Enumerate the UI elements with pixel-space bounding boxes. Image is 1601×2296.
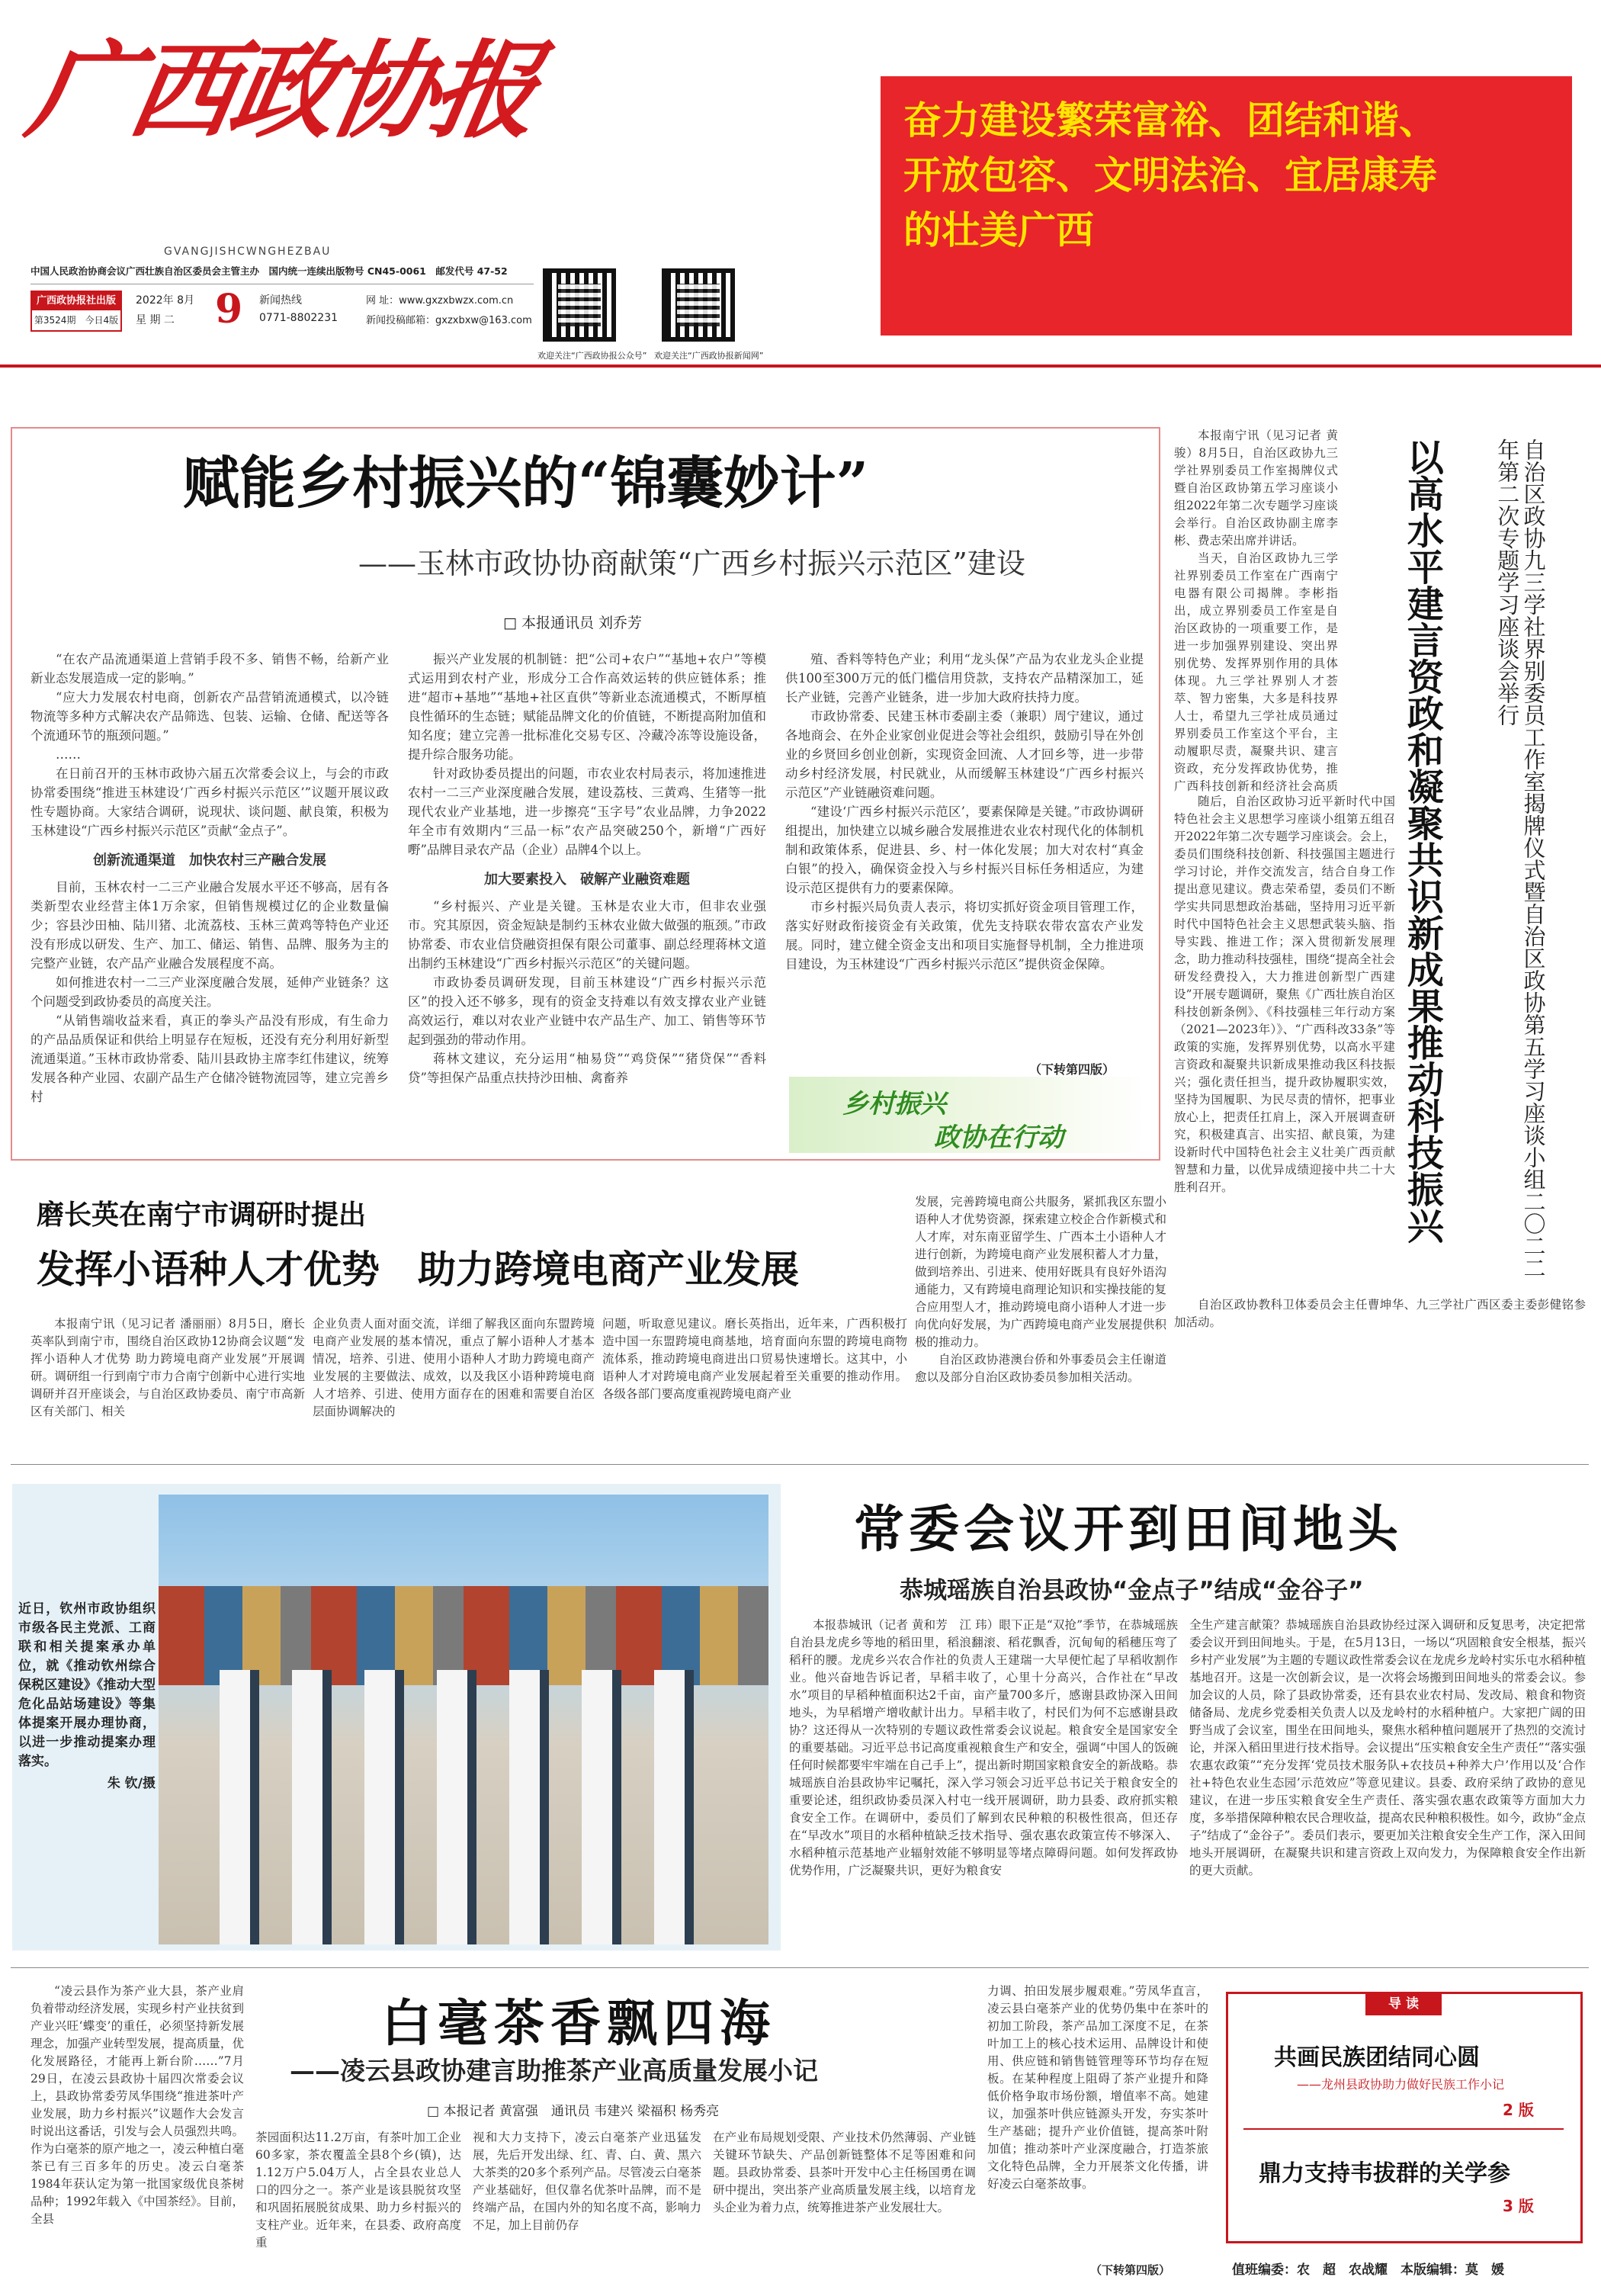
qr-code-icon[interactable] [662,268,735,342]
paragraph: “从销售端收益来看，真正的拳头产品没有形成，有生命力的产品品质保证和供给上明显存在短板，还没有充分利用好新型流通渠道。”玉林市政协常委、陆川县政协主席李红伟建议，统筹发展各种产业园、农副产品生产仓储冷链物流园等，建立完善乡村 [30,1013,389,1104]
paragraph: 在日前召开的玉林市政协六届五次常委会议上，与会的市政协常委围绕“推进玉林建设‘广西乡村振兴示范区’”议题开展议政性专题协商。大家结合调研，说现状、谈问题、献良策，积极为玉林建设“广西乡村振兴示范区”贡献“金点子”。 [30,766,389,838]
lead-title: 赋能乡村振兴的“锦囊妙计” [183,451,869,516]
second-kicker: 磨长英在南宁市调研时提出 [37,1199,367,1231]
masthead-logo-text: 广西政协报 [19,28,545,153]
paragraph: 当天，自治区政协九三学社界别委员工作室在广西南宁电器有限公司揭牌。李彬指出，成立界别委员工作室是自治区政协的一项重要工作，是进一步加强界别建设、突出界别优势、发挥界别作用的具体体现。九三学社界别人才荟萃、智力密集，大多是科技界人士，希望九三学社成员通过界别委员工作室这个平台，主动履职尽责，凝聚共识、建言资政，充分发挥政协优势，推广西科技创新和经济社会高质 [1174,551,1338,793]
paragraph: 随后，自治区政协习近平新时代中国特色社会主义思想学习座谈小组第五组召开2022年第二次专题学习座谈会。会上，委员们围绕科技创新、科技强国主题进行学习讨论，并作交流发言，结合自身工作提出意见建议。费志荣希望，委员们不断学实共同思想政治基础，坚持用习近平新时代中国特色社会主义思想武装头脑、指导实践、推进工作；深入贯彻新发展理念，助力推动科技强桂，围绕“提高全社会研发经费投入，大力推进创新型广西建设”开展专题调研，聚焦《广西壮族自治区科技创新条例》、《科技强桂三年行动方案（2021—2023年）》、“广西科改33条”等政策的实施，发挥界别优势，以高水平建言资政和凝聚共识新成果推动我区科技振兴；强化责任担当，提升政协履职实效，坚持为国履职、为民尽责的情怀，把事业放心上，把责任扛肩上，深入开展调查研究，积极建真言、出实招、献良策，为建设新时代中国特色社会主义壮美广西贡献智慧和力量，以优异成绩迎接中共二十大胜利召开。 [1174,795,1395,1194]
guide-item-1-page[interactable]: 2 版 [1503,2101,1534,2119]
news-photo [159,1495,768,1944]
lead-continued: （下转第四版） [1029,1062,1115,1077]
lead-byline: □ 本报通讯员 刘乔芳 [503,615,643,631]
third-title: 常委会议开到田间地头 [854,1499,1403,1559]
second-col-1 [30,1315,305,1445]
paragraph: 问题，听取意见建议。磨长英指出，近年来，广西积极打造中国一东盟跨境电商基地，培育面向东盟的跨境电商物流体系，推动跨境电商进出口贸易快速增长。这其中，小语种人才对跨境电商产业发展起着至关重要的推动作用。各级各部门要高度重视跨境电商产业 [602,1317,907,1401]
paragraph: “乡村振兴、产业是关键。玉林是农业大市，但非农业强市。究其原因，资金短缺是制约玉林农业做大做强的瓶颈。”市政协常委、市农业信贷融资担保有限公司董事、副总经理蒋林文道出制约玉林建设“广西乡村振兴示范区”的关键问题。 [408,899,766,971]
third-subtitle: 恭城瑶族自治县政协“金点子”结成“金谷子” [900,1577,1364,1604]
guide-item-2-page[interactable]: 3 版 [1503,2197,1534,2215]
paragraph: 针对政协委员提出的问题，市农业农村局表示，将加速推进农村一二三产业深度融合发展，建设荔枝、三黄鸡、生猪等一批现代农业产业基地，进一步擦亮“玉字号”农业品牌，力争2022年全市有效期内“三品一标”农产品突破250个，新增“广西好嘢”品牌目录农产品（企业）品牌4个以上。 [408,766,766,857]
footer-editors: 值班编委：农 超 农战耀 本版编辑：莫 媛 [1232,2262,1504,2278]
rural-revitalization-logo [789,1077,1147,1153]
photo-caption [18,1600,156,1793]
guide-box [1226,1992,1583,2243]
masthead-rule [0,364,1601,368]
right-story-subtitle: 自治区政协九三学社界别委员工作室揭牌仪式暨自治区政协第五学习座谈小组二〇二二年第二次专题学习座谈会举行 [1494,438,1547,1279]
paragraph: 力调、拍田发展步履艰难。”劳凤华直言，凌云县白毫茶产业的优势仍集中在茶叶的初加工阶段，茶产品加工深度不足，在茶叶加工上的核心技术运用、品牌设计和使用、供应链和销售链管理等环节均存在短板。在某种程度上阻碍了茶产业提升和降低价格争取市场份额，增值率不高。她建议，加强茶叶供应链源头开发，夯实茶叶生产基础；提升产业价值链，提高茶叶附加值；推动茶叶产业深度融合，打造茶旅文化特色品牌，全力开展茶文化传播，讲好凌云白毫茶故事。 [987,1984,1208,2191]
logo-line-1: 乡村振兴 [842,1089,946,1119]
masthead-infobar [30,284,534,337]
right-story-text [1174,427,1338,793]
email[interactable]: 新闻投稿邮箱：gxzxbxw@163.com [366,315,532,326]
paragraph: 本报南宁讯（见习记者 黄骏）8月5日，自治区政协九三学社界别委员工作室揭牌仪式暨自治区政协第五学习座谈小组2022年第二次专题学习座谈会举行。自治区政协副主席李彬、费志荣出席并讲话。 [1174,429,1338,548]
paragraph: “在农产品流通渠道上营销手段不多、销售不畅，给新产业新业态发展造成一定的影响。” [30,652,389,686]
issue: 第3524期 今日4版 [34,315,119,326]
lead-col-1 [30,650,389,1153]
second-col-4 [915,1193,1166,1449]
photo-credit: 朱 钦/摄 [107,1776,156,1791]
right-story-text-2 [1174,793,1395,1296]
paragraph: 企业负责人面对面交流，详细了解我区面向东盟跨境电商产业发展的基本情况，重点了解小语种人才基本情况，培养、引进、使用小语种人才助力跨境电商产业发展的主要做法、成效，以及我区小语种跨境电商人才培养、引进、使用方面存在的困难和需要自治区层面协调解决的 [313,1317,595,1418]
paragraph: 本报南宁讯（见习记者 潘丽丽）8月5日，磨长英率队到南宁市，围绕自治区政协12协商会议题“发挥小语种人才优势 助力跨境电商产业发展”开展调研。调研组一行到南宁市力合南宁创新中心进行实地调研并召开座谈会，与自治区政协委员、南宁市高新区有关部门、相关 [30,1317,305,1418]
paragraph: 蒋林文建议，充分运用“柚易贷”“鸡贷保”“猪贷保”“香料贷”等担保产品重点扶持沙田柚、禽畜养 [408,1052,766,1085]
slogan-line: 开放包容、文明法治、宜居康寿 [903,153,1437,197]
guide-divider [1243,2128,1564,2130]
right-story-text-3 [1174,1296,1586,1350]
paragraph: “建设‘广西乡村振兴示范区’，要素保障是关键。”市政协调研组提出，加快建立以城乡融合发展推进农业农村现代化的体制机制和政策体系，促进县、乡、村一体化发展；加大对农村“真金白银”的投入，确保资金投入与乡村振兴目标任务相适应，为建设示范区提供有力的要素保障。 [785,804,1144,895]
lead-col-3 [785,650,1144,1054]
second-col-3 [602,1315,907,1445]
paragraph: …… [56,747,81,762]
qr2-caption: 欢迎关注“广西政协报新闻网” [654,351,764,361]
qr-code-icon[interactable] [543,268,616,342]
right-story-title: 以高水平建言资政和凝聚共识新成果推动科技振兴 [1400,438,1444,1244]
paragraph: 目前，玉林农村一二三产业融合发展水平还不够高，居有各类新型农业经营主体1万余家，但销售规模过亿的企业数量偏少；容县沙田柚、陆川猪、北流荔枝、玉林三黄鸡等特色产业还没有形成以研发、生产、加工、储运、销售、品牌、服务为主的完整产业链，农产品产业融合发展程度不高。 [30,880,389,971]
paragraph: 全生产建言献策？恭城瑶族自治县政协经过深入调研和反复思考，决定把常委会议开到田间地头。于是，在5月13日，一场以“巩固粮食安全根基，振兴乡村产业发展”为主题的专题议政性常委会议在龙虎乡龙岭村实乐屯水稻种植基地召开。这是一次创新会议，是一次将会场搬到田间地头的常委会议。参加会议的人员，除了县政协常委，还有县农业农村局、发改局、粮食和物资储备局、龙虎乡党委相关负责人以及龙岭村的水稻种植户。大家把广阔的田野当成了会议室，围坐在田间地头，聚焦水稻种植问题展开了热烈的交流讨论，并深入稻田里进行技术指导。会议提出“压实粮食安全生产责任”“落实强农惠农政策”“充分发挥‘党员技术服务队+农技员+种养大户’作用以及‘合作社+特色农业生态园’示范效应”等意见建议。县委、政府采纳了政协的意见建议，在进一步压实粮食安全生产责任、落实强农惠农政策等方面加大力度，多举措保障种粮农民合理收益，提高农民种粮积极性。如今，政协“金点子”结成了“金谷子”。委员们表示，要更加关注粮食安全生产工作，深入田间地头开展调研，在凝聚共识和建言资政上双向发力，为保障粮食安全作出新的更大贡献。 [1189,1618,1586,1877]
second-col-2 [313,1315,595,1445]
fourth-byline: □ 本报记者 黄富强 通讯员 韦建兴 梁福积 杨秀亮 [427,2104,720,2119]
paragraph: 市政协常委、民建玉林市委副主委（兼职）周宁建议，通过各地商会、在外企业家创业促进会等社会组织，鼓励引导在外创业的乡贤回乡创业创新，实现资金回流、人才回乡等，进一步带动乡村经济发展，村民就业，从而缓解玉林建设“广西乡村振兴示范区”产业链融资难问题。 [785,709,1144,800]
paragraph: 如何推进农村一二三产业深度融合发展，延伸产业链条？这个问题受到政协委员的高度关注。 [30,975,389,1009]
paragraph: 殖、香料等特色产业；利用“龙头保”产品为农业龙头企业提供100至300万元的低门槛信用贷款，支持农产品精深加工，延长产业链，完善产业链条，进一步加大政府扶持力度。 [785,652,1144,705]
fourth-col-1 [255,2129,461,2278]
paragraph: 市政协委员调研发现，目前玉林建设“广西乡村振兴示范区”的投入还不够多，现有的资金支持难以有效支撑农业产业链高效运行，难以对农业产业链中农产品生产、加工、销售等环节起到强劲的带动作用。 [408,975,766,1047]
slogan-line: 奋力建设繁荣富裕、团结和谐、 [903,98,1437,143]
weekday: 星 期 二 [136,314,175,326]
third-col-1 [789,1617,1178,1952]
paragraph: 市乡村振兴局负责人表示，将切实抓好资金项目管理工作，落实好财政衔接资金有关政策，优先支持联农带农富农产业发展。同时，建立健全资金支出和项目实施督导机制，全力推进项目建设，为玉林建设“广西乡村振兴示范区”提供资金保障。 [785,900,1144,971]
hotline: 0771-8802231 [259,312,338,324]
paragraph: 振兴产业发展的机制链：把“公司+农户”“基地+农户”等模式运用到农村产业，形成分工合作高效运转的供应链体系；推进“超市+基地”“基地+社区直供”等新业态流通模式，不断厚植良性循环的生态链；赋能品牌文化的价值链，不断提高附加值和知名度；建立完善一批标准化交易专区、冷藏冷冻等设施设备，提升综合服务功能。 [408,652,766,762]
people-group [204,1670,723,1944]
day: 9 [215,286,243,332]
masthead-pinyin: GVANGJISHCWNGHEZBAU [164,246,332,258]
fourth-col-3 [713,2129,976,2278]
photo-caption-text: 近日，钦州市政协组织市级各民主党派、工商联和相关提案承办单位，就《推动钦州综合保税区建设》《推动大型危化品站场建设》等集体提案开展办理协商，以进一步推动提案办理落实。 [18,1601,156,1769]
second-title: 发挥小语种人才优势 助力跨境电商产业发展 [37,1247,799,1292]
publisher: 广西政协报社出版 [32,292,120,310]
guide-item-2[interactable]: 鼎力支持韦拔群的关学参 [1259,2160,1510,2187]
guide-label: 导 读 [1365,1993,1442,2015]
hotline-label: 新闻热线 [259,294,302,307]
website[interactable]: 网 址：www.gxzxbwzx.com.cn [366,295,514,307]
paragraph: 茶园面积达11.2万亩，有茶叶加工企业60多家，茶农覆盖全县8个乡(镇)，达1.12万户5.04万人，占全县农业总人口的四分之一。茶产业是该县脱贫攻坚和巩固拓展脱贫成果、助力乡村振兴的支柱产业。近年来，在县委、政府高度重 [255,2131,461,2249]
section-heading: 加大要素投入 破解产业融资难题 [484,872,690,888]
fourth-title: 白毫茶香飘四海 [381,1993,776,2053]
third-col-2 [1189,1617,1586,1952]
divider [11,1967,1589,1968]
paragraph: 发展，完善跨境电商公共服务，紧抓我区东盟小语种人才优势资源，探索建立校企合作新模式和人才库，对东南亚留学生、广西本土小语种人才进行创新，为跨境电商产业发展积蓄人才力量，做到培养出、引进来、使用好既具有良好外语沟通能力，又有跨境电商理论知识和实操技能的复合应用型人才，推动跨境电商小语种人才进一步向优向好发展，为广西跨境电商产业发展提供积极的推动力。 [915,1195,1166,1349]
fourth-subtitle: ——凌云县政协建言助推茶产业高质量发展小记 [290,2056,818,2086]
paragraph: 在产业布局规划受限、产业技术仍然薄弱、产业链关键环节缺失、产品创新链整体不足等困难和问题。县政协常委、县茶叶开发中心主任杨国勇在调研中提出，突出茶产业高质量发展主线，以培育龙头企业为着力点，统筹推进茶产业发展壮大。 [713,2131,976,2214]
paragraph: 视和大力支持下，凌云白毫茶产业迅猛发展，先后开发出绿、红、青、白、黄、黑六大茶类的20多个系列产品。尽管凌云白毫茶产业基础好，但仅靠名优茶叶品牌，而不是终端产品，在国内外的知名度不高，影响力不足，加上目前仍存 [473,2131,701,2232]
slogan-line: 的壮美广西 [903,208,1094,252]
masthead-sponsor: 中国人民政治协商会议广西壮族自治区委员会主管主办 国内统一连续出版物号 CN45-0061 邮发代号 47-52 [30,265,508,277]
fourth-left [30,1983,244,2276]
paragraph: 自治区政协港澳台侨和外事委员会主任谢道愈以及部分自治区政协委员参加相关活动。 [915,1353,1166,1384]
paragraph: “应大力发展农村电商，创新农产品营销流通模式，以冷链物流等多种方式解决农产品筛选、包装、运输、仓储、配送等各个流通环节的瓶颈问题。” [30,690,389,743]
fourth-col-4 [987,1983,1208,2261]
date-label: 2022年 8月 [136,294,194,307]
qr1-caption: 欢迎关注“广西政协报公众号” [537,351,647,361]
masthead-logo [19,11,545,186]
lead-subtitle: ——玉林市政协协商献策“广西乡村振兴示范区”建设 [358,547,1025,580]
guide-item-1[interactable]: 共画民族团结同心圆 [1274,2044,1480,2071]
paragraph: 自治区政协教科卫体委员会主任曹坤华、九三学社广西区委主委彭健铭参加活动。 [1174,1298,1586,1329]
paragraph: “凌云县作为茶产业大县，茶产业肩负着带动经济发展，实现乡村产业扶贫到产业兴旺‘蝶变’的重任，必须坚持新发展理念，加强产业转型发展，提高质量，优化发展路径，才能再上新台阶……”7月29日，在凌云县政协十届四次常委会议上，县政协常委劳凤华围绕“推进茶叶产业发展，助力乡村振兴”议题作大会发言时说出这番话，引发与会人员强烈共鸣。作为白毫茶的原产地之一，凌云种植白毫茶已有三百多年的历史。凌云白毫茶1984年获认定为第一批国家级优良茶树品种；1992年载入《中国茶经》。目前，全县 [30,1984,244,2226]
logo-line-2: 政协在行动 [934,1122,1064,1153]
publisher-box [30,291,122,332]
slogan-banner [881,76,1572,336]
lead-col-2 [408,650,766,1153]
fourth-continued: （下转第四版） [1090,2263,1171,2277]
fourth-col-2 [473,2129,701,2278]
divider [11,1464,1589,1465]
section-heading: 创新流通渠道 加快农村三产融合发展 [93,853,326,869]
paragraph: 本报恭城讯（记者 黄和芳 江 玮）眼下正是“双抢”季节，在恭城瑶族自治县龙虎乡等地的稻田里，稻浪翻滚、稻花飘香，沉甸甸的稻穗压弯了稻秆的腰。龙虎乡兴农合作社的负责人王建瑞一大早便忙起了早稻收割作业。他兴奋地告诉记者，早稻丰收了，心里十分高兴，合作社在“早改水”项目的早稻种植面积达2千亩，亩产量700多斤，感谢县政协深入田间地头，为早稻增产增收献计出力。早稻丰收了，村民们为何不忘感谢县政协？这还得从一次特别的专题议政性常委会议说起。粮食安全是国家安全的重要基础。习近平总书记高度重视粮食生产和安全，强调“中国人的饭碗任何时候都要牢牢端在自己手上”，提出新时期国家粮食安全的新战略。恭城瑶族自治县政协牢记嘱托，深入学习领会习近平总书记关于粮食安全的重要论述，组织政协委员深入村屯一线开展调研，助力县委、政府抓实粮食安全工作。在调研中，委员们了解到农民种粮的积极性很高，但还存在“早改水”项目的水稻种植缺乏技术指导、强农惠农政策宣传不够深入、水稻种植示范基地产业辐射效能不够明显等堵点障碍问题。如何发挥政协优势作用，广泛凝聚共识，更好为粮食安 [789,1618,1178,1877]
guide-item-1-sub: ——龙州县政协助力做好民族工作小记 [1297,2077,1505,2092]
